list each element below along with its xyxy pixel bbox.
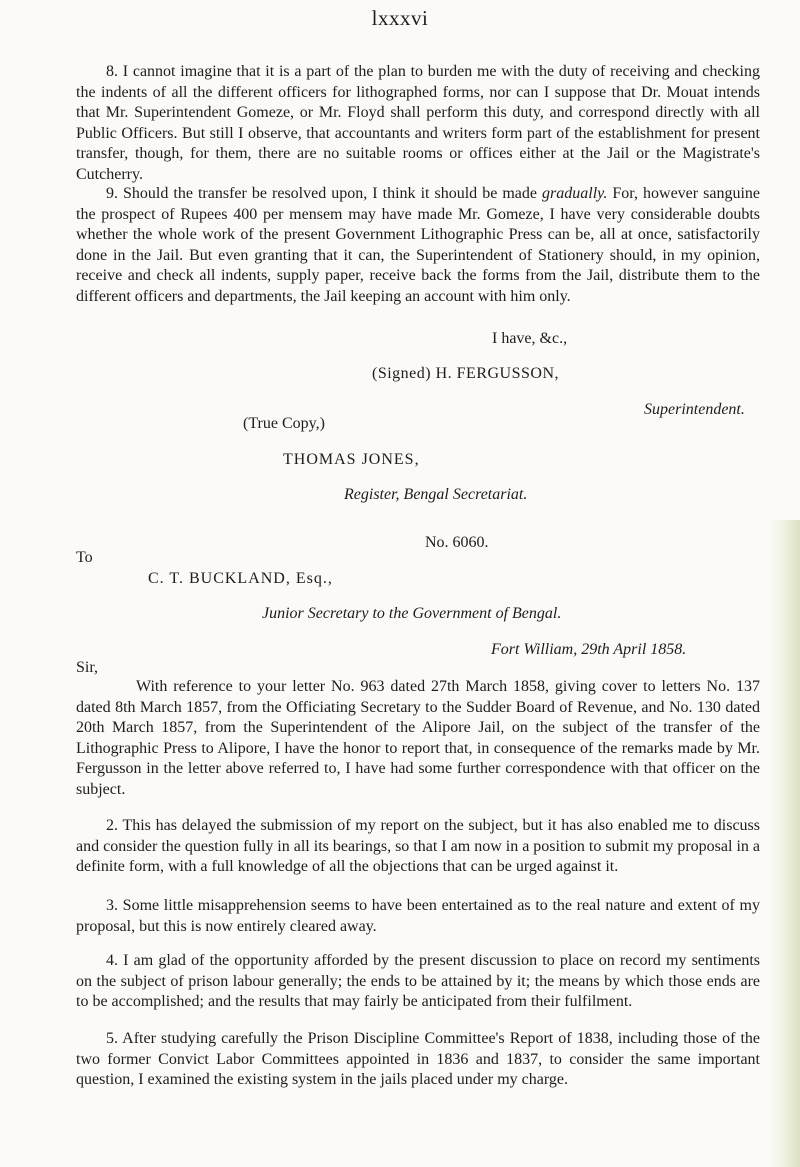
letter-number: No. 6060. xyxy=(425,534,489,551)
closing-line: I have, &c., xyxy=(492,330,568,347)
to-label: To xyxy=(76,549,93,566)
addressee-name: C. T. BUCKLAND, Esq., xyxy=(148,570,333,587)
signature-line: (Signed) H. FERGUSSON, xyxy=(372,365,560,382)
addressee-title: Junior Secretary to the Government of Bengal. xyxy=(262,605,562,622)
letter2-paragraph-5: 5. After studying carefully the Prison Discipline Committee's Report of 1838, including those of the two former Convict Labor Committees appointed in 1836 and 1837, to consider the same important question, I examined the existing system in the jails placed under my charge. xyxy=(76,1030,760,1089)
letter2-paragraph-3: 3. Some little misapprehension seems to have been entertained as to the real nature and extent of my proposal, but this is now entirely cleared away. xyxy=(76,897,760,935)
letter2-paragraph-4: 4. I am glad of the opportunity afforded by the present discussion to place on record my sentiments on the subject of prison labour generally; the ends to be attained by it; the means by which those ends are to be accomplished; and the results that may fairly be anticipated from their fulfilment. xyxy=(76,952,760,1011)
page-number: lxxxvi xyxy=(371,6,429,30)
paragraph-9-start: 9. Should the transfer be resolved upon, I think it should be made xyxy=(106,185,543,202)
date-line: Fort William, 29th April 1858. xyxy=(491,641,687,658)
signature-title: Superintendent. xyxy=(644,401,745,418)
salutation: Sir, xyxy=(76,659,99,676)
paragraph-8: 8. I cannot imagine that it is a part of the plan to burden me with the duty of receiving and checking the indents of all the different officers for lithographed forms, nor can I suppose that Dr. Mouat intends that Mr. Superintendent Gomeze, or Mr. Floyd shall perform this duty, and correspond directly with all Public Officers. But still I observe, that accountants and writers form part of the establishment for present transfer, though, for them, there are no suitable rooms or offices either at the Jail or the Magistrate's Cutcherry. xyxy=(76,63,760,183)
paragraph-9-rest: For, however sanguine the prospect of Rupees 400 per mensem may have made Mr. Gomeze, I have very considerable doubts whether the whole work of the present Government Lithographic Press can be, all at once, satisfactorily done in the Jail. But even granting that it can, the Superintendent of Stationery should, in my opinion, receive and check all indents, supply paper, receive back the forms from the Jail, distribute them to the different officers and departments, the Jail keeping an account with him only. xyxy=(76,185,761,305)
paragraph-9 xyxy=(76,184,760,308)
letter2-paragraph-1: With reference to your letter No. 963 dated 27th March 1858, giving cover to letters No. 137 dated 8th March 1857, from the Officiating Secretary to the Sudder Board of Revenue, and No. 130 dated 20th March 1857, from the Superintendent of the Alipore Jail, on the subject of the transfer of the Lithographic Press to Alipore, I have the honor to report that, in consequence of the remarks made by Mr. Fergusson in the letter above referred to, I have had some further correspondence with that officer on the subject. xyxy=(76,678,760,798)
letter2-paragraph-2: 2. This has delayed the submission of my report on the subject, but it has also enabled me to discuss and consider the question fully in all its bearings, so that I am now in a position to submit my proposal in a definite form, with a full knowledge of all the objections that can be urged against it. xyxy=(76,817,760,876)
copy-signatory-name: THOMAS JONES, xyxy=(283,451,420,468)
copy-signatory-title: Register, Bengal Secretariat. xyxy=(344,486,528,503)
page-edge-stain xyxy=(770,520,800,1167)
paragraph-9-emphasis: gradually. xyxy=(542,185,608,202)
true-copy-label: (True Copy,) xyxy=(243,415,325,432)
